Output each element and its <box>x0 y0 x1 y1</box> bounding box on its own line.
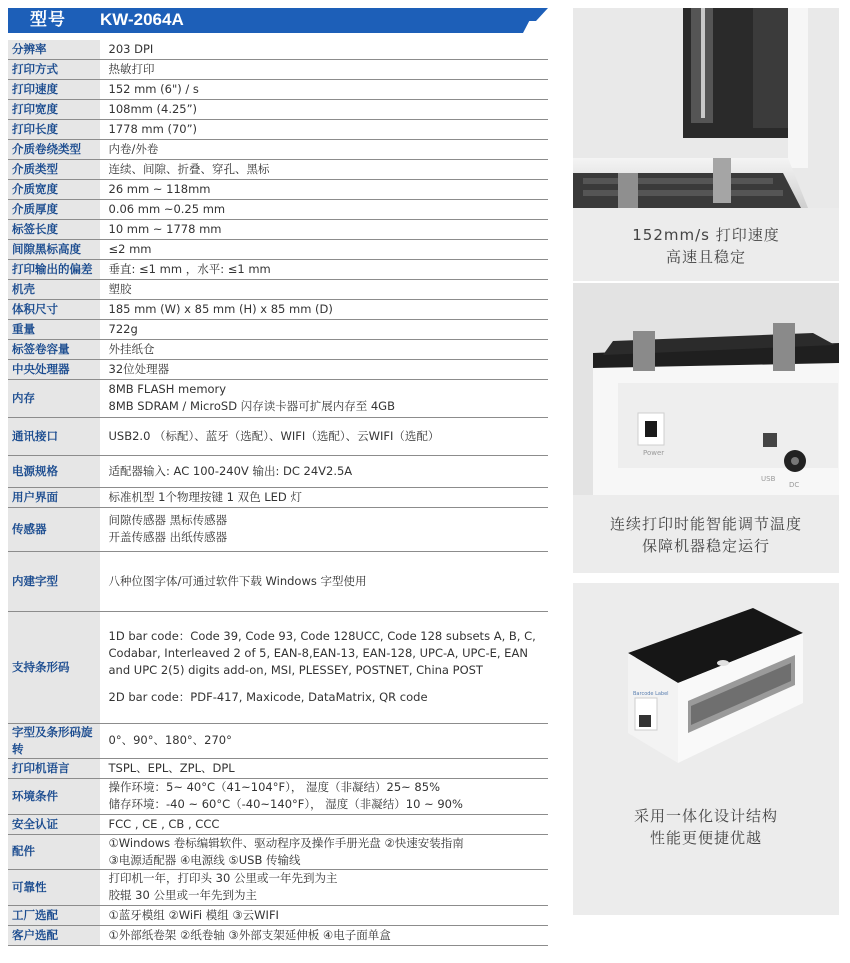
spec-row <box>8 869 548 905</box>
spec-value <box>100 79 548 99</box>
spec-key: 打印机语言 <box>8 758 100 778</box>
spec-value <box>100 487 548 507</box>
spec-key: 打印方式 <box>8 59 100 79</box>
spec-row <box>8 507 548 551</box>
model-number: KW-2064A <box>100 10 184 29</box>
spec-row <box>8 239 548 259</box>
caption-line: 保障机器稳定运行 <box>641 537 770 555</box>
caption-speed <box>573 224 839 268</box>
caption-line: 高速且稳定 <box>665 248 746 266</box>
spec-row <box>8 551 548 611</box>
spec-key: 打印宽度 <box>8 99 100 119</box>
spec-key: 传感器 <box>8 507 100 551</box>
spec-value <box>100 279 548 299</box>
usb-port-label: USB <box>761 475 776 483</box>
spec-value-line: ③电源适配器 ④电源线 ⑤USB 传输线 <box>108 852 301 867</box>
feature-panel-temperature <box>573 283 839 573</box>
spec-row <box>8 611 548 723</box>
spec-value-line: FCC , CE , CB , CCC <box>108 816 220 831</box>
caption-line: 连续打印时能智能调节温度 <box>609 515 802 533</box>
spec-row <box>8 59 548 79</box>
spec-value <box>100 814 548 834</box>
spec-value-line: 内卷/外卷 <box>108 141 159 156</box>
spec-value-gap <box>109 679 549 689</box>
caption-design <box>573 805 839 849</box>
caption-line: 性能更便捷优越 <box>649 829 762 847</box>
spec-row <box>8 925 548 945</box>
power-port-label: Power <box>643 449 665 457</box>
spec-value <box>100 219 548 239</box>
spec-value <box>100 259 548 279</box>
spec-value-line: 打印机一年，打印头 30 公里或一年先到为主 <box>108 871 338 885</box>
printer-front-photo <box>573 583 839 781</box>
spec-value <box>100 758 548 778</box>
caption-line: 采用一体化设计结构 <box>633 807 778 825</box>
spec-value <box>100 379 548 417</box>
spec-value <box>100 778 548 814</box>
spec-value-line: 热敏打印 <box>108 61 155 76</box>
spec-value-line: 塑胶 <box>108 281 132 296</box>
spec-key: 介质宽度 <box>8 179 100 199</box>
spec-value <box>100 834 548 869</box>
spec-value <box>100 417 548 455</box>
spec-value-line: 开盖传感器 出纸传感器 <box>108 530 228 544</box>
spec-value-line: 2D bar code：PDF-417, Maxicode, DataMatrix, QR code <box>108 690 428 704</box>
spec-row <box>8 179 548 199</box>
spec-value <box>100 159 548 179</box>
spec-key: 内存 <box>8 379 100 417</box>
spec-key: 机壳 <box>8 279 100 299</box>
spec-value-line: TSPL、EPL、ZPL、DPL <box>108 760 235 775</box>
spec-row <box>8 455 548 487</box>
spec-key: 工厂选配 <box>8 905 100 925</box>
spec-value-line: 间隙传感器 黑标传感器 <box>108 513 228 527</box>
spec-value <box>100 723 548 758</box>
model-header <box>8 8 548 33</box>
spec-row <box>8 359 548 379</box>
feature-panel-design <box>573 583 839 915</box>
spec-value-line: 10 mm ~ 1778 mm <box>108 221 222 236</box>
spec-value <box>100 179 548 199</box>
printer-rear-photo <box>573 283 839 495</box>
spec-value-line: 185 mm (W) x 85 mm (H) x 85 mm (D) <box>108 301 333 316</box>
spec-key: 标签卷容量 <box>8 339 100 359</box>
spec-key: 配件 <box>8 834 100 869</box>
spec-value <box>100 611 548 723</box>
spec-value-line: 8MB FLASH memory <box>108 382 227 396</box>
spec-key: 介质厚度 <box>8 199 100 219</box>
spec-value <box>100 199 548 219</box>
spec-value-line: 操作环境：5~ 40°C（41~104°F）， 湿度（非凝结）25~ 85% <box>108 780 440 794</box>
caption-temperature <box>573 513 839 557</box>
dc-port-label: DC <box>789 481 800 489</box>
spec-table <box>8 40 548 946</box>
spec-value <box>100 905 548 925</box>
spec-key: 支持条形码 <box>8 611 100 723</box>
spec-row <box>8 299 548 319</box>
spec-value <box>100 507 548 551</box>
spec-row <box>8 417 548 455</box>
spec-value-line: 1778 mm (70”) <box>108 121 198 136</box>
spec-sheet <box>8 8 548 946</box>
model-label: 型号 <box>30 10 66 30</box>
spec-value <box>100 40 548 59</box>
spec-key: 打印长度 <box>8 119 100 139</box>
spec-value-line: ≤2 mm <box>108 241 152 256</box>
spec-value-line: Codabar, Interleaved 2 of 5, EAN-8,EAN-13, EAN-128, UPC-A, UPC-E, EAN <box>108 646 528 660</box>
spec-row <box>8 99 548 119</box>
spec-key: 介质类型 <box>8 159 100 179</box>
spec-key: 打印速度 <box>8 79 100 99</box>
spec-row <box>8 758 548 778</box>
spec-value-line: 8MB SDRAM / MicroSD 闪存读卡器可扩展内存至 4GB <box>108 399 395 413</box>
spec-value <box>100 239 548 259</box>
spec-key: 重量 <box>8 319 100 339</box>
spec-key: 打印输出的偏差 <box>8 259 100 279</box>
spec-row <box>8 487 548 507</box>
spec-row <box>8 79 548 99</box>
spec-key: 体积尺寸 <box>8 299 100 319</box>
spec-value <box>100 119 548 139</box>
spec-value-line: 八种位图字体/可通过软件下载 Windows 字型使用 <box>108 573 367 588</box>
spec-value-line: 152 mm (6") / s <box>108 81 199 96</box>
spec-key: 标签长度 <box>8 219 100 239</box>
spec-value <box>100 359 548 379</box>
spec-value-line: 26 mm ~ 118mm <box>108 181 211 196</box>
spec-key: 安全认证 <box>8 814 100 834</box>
spec-value-line: 外挂纸仓 <box>108 341 155 356</box>
spec-key: 介质卷绕类型 <box>8 139 100 159</box>
spec-key: 通讯接口 <box>8 417 100 455</box>
spec-value-line: 203 DPI <box>108 41 154 56</box>
spec-value <box>100 139 548 159</box>
spec-row <box>8 40 548 59</box>
spec-value-line: 垂直: ≤1 mm ，水平: ≤1 mm <box>108 261 271 276</box>
spec-value <box>100 299 548 319</box>
caption-line: 152mm/s 打印速度 <box>632 226 780 244</box>
spec-value <box>100 339 548 359</box>
spec-value <box>100 455 548 487</box>
spec-value-line: 标准机型 1个物理按键 1 双色 LED 灯 <box>108 489 302 504</box>
spec-value <box>100 925 548 945</box>
spec-row <box>8 279 548 299</box>
printer-open-photo <box>573 8 839 208</box>
spec-key: 可靠性 <box>8 869 100 905</box>
spec-value-line: and UPC 2(5) digits add-on, MSI, PLESSEY, POSTNET, China POST <box>108 663 483 677</box>
spec-key: 用户界面 <box>8 487 100 507</box>
spec-key: 字型及条形码旋转 <box>8 723 100 758</box>
spec-row <box>8 834 548 869</box>
spec-value <box>100 319 548 339</box>
spec-row <box>8 119 548 139</box>
spec-value <box>100 551 548 611</box>
spec-row <box>8 159 548 179</box>
spec-row <box>8 139 548 159</box>
spec-value-line: 储存环境：-40 ~ 60°C（-40~140°F）， 湿度（非凝结）10 ~ 90% <box>108 797 463 811</box>
feature-panel-speed <box>573 8 839 281</box>
spec-row <box>8 814 548 834</box>
spec-value-line: 胶辊 30 公里或一年先到为主 <box>108 888 257 902</box>
spec-row <box>8 379 548 417</box>
spec-row <box>8 259 548 279</box>
spec-key: 客户选配 <box>8 925 100 945</box>
spec-value-line: 722g <box>108 321 138 336</box>
spec-key: 间隙黑标高度 <box>8 239 100 259</box>
spec-key: 电源规格 <box>8 455 100 487</box>
spec-value <box>100 99 548 119</box>
spec-value-line: 0.06 mm ~0.25 mm <box>108 201 226 216</box>
spec-row <box>8 339 548 359</box>
spec-value-line: 适配器输入: AC 100-240V 输出: DC 24V2.5A <box>108 463 353 478</box>
spec-value <box>100 869 548 905</box>
spec-value-line: USB2.0 （标配）、蓝牙（选配）、WIFI（选配）、云WIFI（选配） <box>108 428 440 443</box>
device-label-text: Barcode Label <box>633 691 669 697</box>
header-bar-shape <box>8 8 548 33</box>
spec-row <box>8 219 548 239</box>
spec-value-line: 0°、90°、180°、270° <box>108 733 232 747</box>
spec-key: 环境条件 <box>8 778 100 814</box>
spec-key: 内建字型 <box>8 551 100 611</box>
spec-row <box>8 199 548 219</box>
spec-value-line: ①Windows 卷标编辑软件、驱动程序及操作手册光盘 ②快速安装指南 <box>108 835 464 850</box>
spec-value-line: 连续、间隙、折叠、穿孔、黑标 <box>108 161 270 176</box>
spec-value <box>100 59 548 79</box>
spec-key: 中央处理器 <box>8 359 100 379</box>
spec-value-line: ①蓝牙模组 ②WiFi 模组 ③云WIFI <box>108 907 279 922</box>
spec-value-line: 108mm (4.25”) <box>108 101 198 116</box>
spec-value-line: 1D bar code：Code 39, Code 93, Code 128UCC, Code 128 subsets A, B, C, <box>108 629 536 643</box>
spec-row <box>8 723 548 758</box>
spec-key: 分辨率 <box>8 40 100 59</box>
spec-row <box>8 905 548 925</box>
spec-row <box>8 778 548 814</box>
spec-value-line: ①外部纸卷架 ②纸卷轴 ③外部支架延伸板 ④电子面单盒 <box>108 927 391 942</box>
spec-row <box>8 319 548 339</box>
spec-value-line: 32位处理器 <box>108 361 170 376</box>
